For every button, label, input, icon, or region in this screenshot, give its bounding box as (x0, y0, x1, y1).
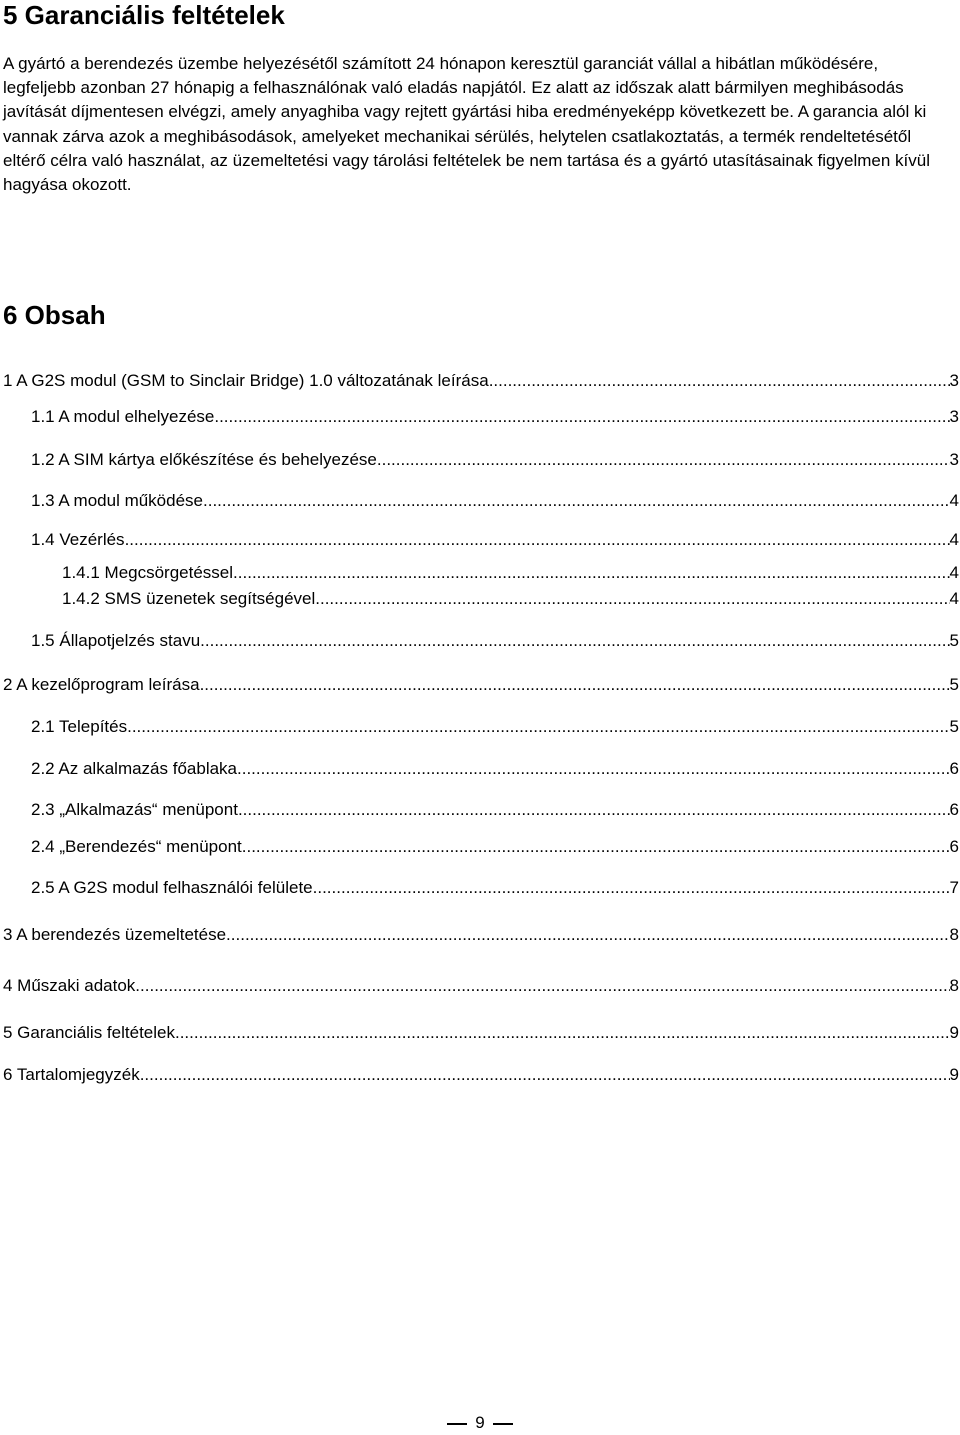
toc-entry[interactable] (3, 674, 959, 696)
toc-leader (214, 406, 949, 428)
toc-leader (200, 630, 949, 652)
toc-entry-page: 9 (949, 1065, 959, 1084)
toc-entry-label: 3 A berendezés üzemeltetése (3, 925, 227, 944)
toc-entry[interactable] (31, 836, 959, 858)
toc-entry-page: 4 (949, 530, 959, 549)
page-number: 9 (475, 1413, 485, 1432)
toc-leader (203, 490, 950, 512)
toc-entry-label: 1.4.2 SMS üzenetek segítségével (62, 589, 316, 608)
toc-leader (140, 1064, 950, 1086)
toc-entry-label: 1.1 A modul elhelyezése (31, 407, 215, 426)
toc-entry-page: 3 (949, 450, 959, 469)
toc-entry[interactable] (62, 562, 959, 584)
toc-entry[interactable] (31, 490, 959, 512)
toc-entry-page: 4 (949, 589, 959, 608)
toc-entry-label: 1.4 Vezérlés (31, 530, 125, 549)
toc-leader (226, 924, 949, 946)
toc-entry[interactable] (31, 799, 959, 821)
toc-entry-page: 8 (949, 925, 959, 944)
toc-leader (135, 975, 949, 997)
toc-entry-label: 2.3 „Alkalmazás“ menüpont (31, 800, 238, 819)
toc-leader (237, 758, 950, 780)
toc-leader (377, 449, 950, 471)
toc-leader (489, 370, 950, 392)
toc-entry-label: 1.3 A modul működése (31, 491, 204, 510)
toc-entry-page: 6 (949, 837, 959, 856)
toc-entry-page: 9 (949, 1023, 959, 1042)
toc-leader (315, 588, 949, 610)
toc-entry-page: 4 (949, 563, 959, 582)
toc-entry[interactable] (31, 529, 959, 551)
toc-leader (127, 716, 949, 738)
toc-leader (233, 562, 949, 584)
toc-entry-label: 2.5 A G2S modul felhasználói felülete (31, 878, 313, 897)
toc-entry-page: 6 (949, 759, 959, 778)
toc-entry-label: 2.2 Az alkalmazás főablaka (31, 759, 238, 778)
toc-entry-label: 5 Garanciális feltételek (3, 1023, 175, 1042)
toc-entry-label: 1 A G2S modul (GSM to Sinclair Bridge) 1.0 változatának leírása (3, 371, 489, 390)
toc-entry-page: 5 (949, 631, 959, 650)
toc-entry-page: 3 (949, 371, 959, 390)
toc-entry[interactable] (3, 924, 959, 946)
toc-entry[interactable] (3, 370, 959, 392)
toc-entry[interactable] (31, 630, 959, 652)
toc-entry[interactable] (3, 1022, 959, 1044)
toc-leader (200, 674, 950, 696)
toc-entry-label: 4 Műszaki adatok (3, 976, 136, 995)
toc-leader (125, 529, 950, 551)
toc-entry-label: 1.4.1 Megcsörgetéssel (62, 563, 234, 582)
toc-leader (313, 877, 950, 899)
toc-entry-page: 6 (949, 800, 959, 819)
section-5-heading: 5 Garanciális feltételek (3, 0, 285, 30)
toc-entry[interactable] (31, 406, 959, 428)
toc-leader (175, 1022, 950, 1044)
toc-entry-label: 2.1 Telepítés (31, 717, 128, 736)
toc-entry[interactable] (62, 588, 959, 610)
toc-entry-page: 5 (949, 717, 959, 736)
toc-entry-label: 6 Tartalomjegyzék (3, 1065, 140, 1084)
toc-entry-label: 1.5 Állapotjelzés stavu (31, 631, 201, 650)
page-footer (0, 1411, 960, 1435)
footer-dash-left (447, 1423, 467, 1425)
section-6-heading: 6 Obsah (3, 300, 106, 330)
toc-leader (242, 836, 950, 858)
toc-entry-page: 5 (949, 675, 959, 694)
warranty-paragraph: A gyártó a berendezés üzembe helyezésétől számított 24 hónapon keresztül garanciát vállal a hibátlan működésére, legfeljebb azonban 27 hónapig a felhasználónak való eladás napjától. Ez alatt az időszak alatt bármilyen meghibásodás javítását díjmentesen elvégzi, amely anyaghiba vagy rejtett gyártási hiba eredményeképp következett be. A garancia alól ki vannak zárva azok a meghibásodások, amelyeket mechanikai sérülés, helytelen csatlakoztatás, a termék rendeltetésétől eltérő célra való használat, az üzemeltetési vagy tárolási feltételek be nem tartása és a gyártó utasításainak figyelmen kívül hagyása okozott. (3, 54, 930, 195)
footer-dash-right (493, 1423, 513, 1425)
toc-entry-label: 2 A kezelőprogram leírása (3, 675, 200, 694)
toc-entry-label: 1.2 A SIM kártya előkészítése és behelyezése (31, 450, 377, 469)
toc-entry-page: 8 (949, 976, 959, 995)
toc-entry[interactable] (3, 975, 959, 997)
toc-entry[interactable] (31, 877, 959, 899)
toc-entry[interactable] (31, 758, 959, 780)
toc-entry[interactable] (31, 716, 959, 738)
toc-entry[interactable] (3, 1064, 959, 1086)
toc-entry[interactable] (31, 449, 959, 471)
toc-entry-page: 4 (949, 491, 959, 510)
toc-entry-page: 7 (949, 878, 959, 897)
toc-entry-label: 2.4 „Berendezés“ menüpont (31, 837, 242, 856)
toc-entry-page: 3 (949, 407, 959, 426)
toc-leader (238, 799, 950, 821)
